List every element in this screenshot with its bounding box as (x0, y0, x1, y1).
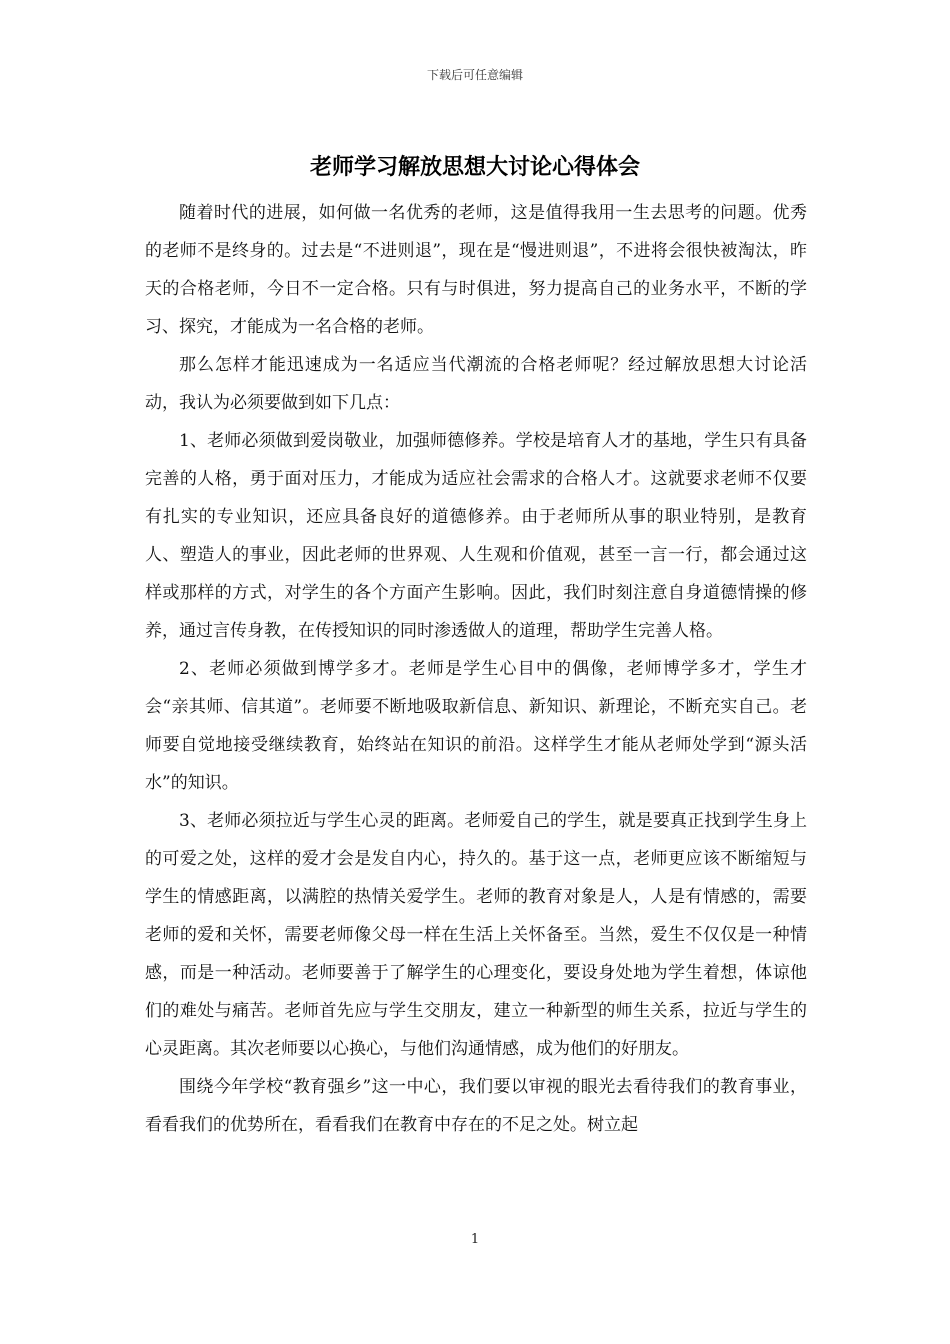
paragraph-point-1: 1、老师必须做到爱岗敬业，加强师德修养。学校是培育人才的基地，学生只有具备完善的人格，勇于面对压力，才能成为适应社会需求的合格人才。这就要求老师不仅要有扎实的专业知识，还应具备良好的道德修养。由于老师所从事的职业特别，是教育人、塑造人的事业，因此老师的世界观、人生观和价值观，甚至一言一行，都会通过这样或那样的方式，对学生的各个方面产生影响。因此，我们时刻注意自身道德情操的修养，通过言传身教，在传授知识的同时渗透做人的道理，帮助学生完善人格。 (145, 431, 807, 641)
paragraph-closing: 围绕今年学校“教育强乡”这一中心，我们要以审视的眼光去看待我们的教育事业，看看我们的优势所在，看看我们在教育中存在的不足之处。树立起 (145, 1077, 807, 1135)
document-title: 老师学习解放思想大讨论心得体会 (309, 154, 640, 180)
page-number: 1 (470, 1232, 480, 1247)
paragraph-question: 那么怎样才能迅速成为一名适应当代潮流的合格老师呢？经过解放思想大讨论活动，我认为必须要做到如下几点： (145, 355, 807, 413)
paragraph-intro: 随着时代的进展，如何做一名优秀的老师，这是值得我用一生去思考的问题。优秀的老师不是终身的。过去是“不进则退”，现在是“慢进则退”，不进将会很快被淘汰，昨天的合格老师，今日不一定合格。只有与时俱进，努力提高自己的业务水平，不断的学习、探究，才能成为一名合格的老师。 (145, 203, 807, 337)
document-body (145, 194, 807, 1144)
header-note: 下载后可任意编辑 (426, 68, 523, 82)
paragraph-point-2: 2、老师必须做到博学多才。老师是学生心目中的偶像，老师博学多才，学生才会“亲其师、信其道”。老师要不断地吸取新信息、新知识、新理论，不断充实自己。老师要自觉地接受继续教育，始终站在知识的前沿。这样学生才能从老师处学到“源头活水”的知识。 (145, 659, 807, 793)
paragraph-point-3: 3、老师必须拉近与学生心灵的距离。老师爱自己的学生，就是要真正找到学生身上的可爱之处，这样的爱才会是发自内心，持久的。基于这一点，老师更应该不断缩短与学生的情感距离，以满腔的热情关爱学生。老师的教育对象是人，人是有情感的，需要老师的爱和关怀，需要老师像父母一样在生活上关怀备至。当然，爱生不仅仅是一种情感，而是一种活动。老师要善于了解学生的心理变化，要设身处地为学生着想，体谅他们的难处与痛苦。老师首先应与学生交朋友，建立一种新型的师生关系，拉近与学生的心灵距离。其次老师要以心换心，与他们沟通情感，成为他们的好朋友。 (145, 811, 807, 1059)
